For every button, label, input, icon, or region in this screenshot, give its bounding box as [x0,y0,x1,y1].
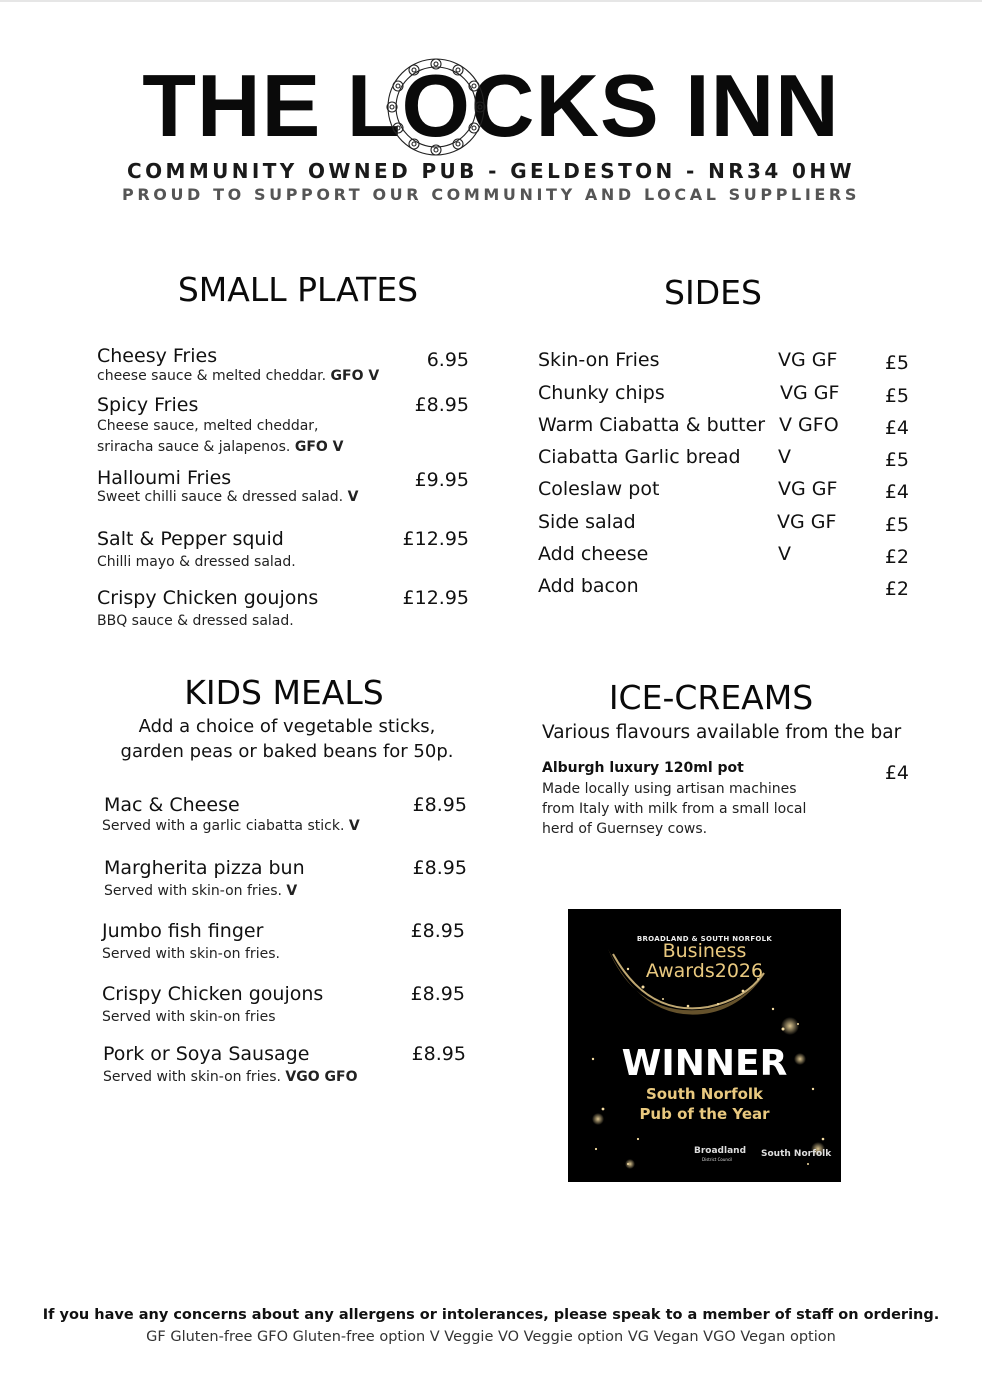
side-name: Ciabatta Garlic bread [538,446,741,468]
small-plate-price: £9.95 [414,469,469,491]
kids-intro-line: garden peas or baked beans for 50p. [120,741,454,762]
ice-cream-name: Alburgh luxury 120ml pot [542,760,744,776]
side-diet: V [778,543,791,565]
sides-title: SIDES [664,273,762,312]
small-plate-name: Spicy Fries [97,394,199,416]
side-price: £5 [884,352,909,374]
kids-meal-name: Mac & Cheese [104,794,240,816]
kids-meal-desc: Served with skin-on fries. V [104,883,298,899]
award-line2: Awards2026 [645,960,764,982]
side-name: Skin-on Fries [538,349,660,371]
small-plate-desc: Chilli mayo & dressed salad. [97,554,296,570]
side-diet: V [778,446,791,468]
kids-meal-desc: Served with skin-on fries [102,1009,276,1025]
pub-title: THE LOCKS INN [142,56,840,155]
side-diet: VG GF [777,511,837,533]
side-diet: VG GF [778,349,838,371]
ice-cream-desc: from Italy with milk from a small local [542,801,807,817]
kids-meal-name: Jumbo fish finger [102,920,264,942]
small-plate-desc: BBQ sauce & dressed salad. [97,613,294,629]
side-name: Chunky chips [538,382,665,404]
ice-cream-price: £4 [884,762,909,784]
south-norfolk-logo: South Norfolk [761,1149,832,1159]
side-name: Warm Ciabatta & butter [538,414,766,436]
small-plate-name: Crispy Chicken goujons [97,587,319,609]
kids-meal-price: £8.95 [410,983,465,1005]
ornament-emblem [384,52,488,162]
top-border [0,0,982,2]
side-price: £2 [884,546,909,568]
side-diet: VG GF [780,382,840,404]
small-plate-name: Halloumi Fries [97,467,232,489]
kids-meal-desc: Served with skin-on fries. VGO GFO [103,1069,358,1085]
kids-meal-desc: Served with skin-on fries. [102,946,280,962]
side-name: Coleslaw pot [538,478,660,500]
kids-meal-price: £8.95 [412,794,467,816]
side-price: £4 [884,481,909,503]
small-plate-name: Salt & Pepper squid [97,528,284,550]
kids-meals-title: KIDS MEALS [184,673,384,712]
small-plate-desc: cheese sauce & melted cheddar. GFO V [97,368,380,384]
side-price: £2 [884,578,909,600]
award-line1: Business [662,940,747,962]
small-plate-desc: Cheese sauce, melted cheddar, [97,418,319,434]
ice-cream-desc: Made locally using artisan machines [542,781,797,797]
kids-meal-price: £8.95 [410,920,465,942]
side-price: £4 [884,417,909,439]
ice-creams-title: ICE-CREAMS [608,678,814,717]
small-plate-price: 6.95 [426,349,469,371]
side-name: Add cheese [538,543,649,565]
small-plate-desc: sriracha sauce & jalapenos. GFO V [97,439,344,455]
broadland-logo-sub: District Council [702,1157,733,1162]
small-plate-name: Cheesy Fries [97,345,218,367]
side-diet: VG GF [778,478,838,500]
side-name: Add bacon [538,575,639,597]
small-plate-price: £12.95 [402,528,469,550]
award-category: Pub of the Year [639,1105,770,1123]
small-plate-price: £8.95 [414,394,469,416]
side-price: £5 [884,514,909,536]
diet-legend: GF Gluten-free GFO Gluten-free option V Veggie VO Veggie option VG Vegan VGO Vegan option [146,1329,836,1345]
small-plate-price: £12.95 [402,587,469,609]
ice-creams-intro: Various flavours available from the bar [542,722,902,743]
small-plate-desc: Sweet chilli sauce & dressed salad. V [97,489,359,505]
pub-tagline: PROUD TO SUPPORT OUR COMMUNITY AND LOCAL SUPPLIERS [122,185,860,204]
side-price: £5 [884,385,909,407]
kids-meal-name: Margherita pizza bun [104,857,305,879]
kids-meal-name: Crispy Chicken goujons [102,983,324,1005]
award-badge [568,909,841,1182]
side-name: Side salad [538,511,636,533]
kids-meal-name: Pork or Soya Sausage [103,1043,310,1065]
side-price: £5 [884,449,909,471]
kids-intro-line: Add a choice of vegetable sticks, [138,716,436,737]
small-plates-title: SMALL PLATES [177,270,419,309]
award-winner: WINNER [621,1043,788,1084]
kids-meal-desc: Served with a garlic ciabatta stick. V [102,818,360,834]
ice-cream-desc: herd of Guernsey cows. [542,821,708,837]
kids-meal-price: £8.95 [411,1043,466,1065]
broadland-logo: Broadland [694,1146,747,1156]
side-diet: V GFO [779,414,839,436]
award-category: South Norfolk [645,1085,764,1103]
pub-subtitle: COMMUNITY OWNED PUB - GELDESTON - NR34 0HW [127,159,855,183]
allergen-notice: If you have any concerns about any allergens or intolerances, please speak to a member of staff on ordering. [42,1307,940,1323]
kids-meal-price: £8.95 [412,857,467,879]
award-org: BROADLAND & SOUTH NORFOLK [636,935,773,943]
